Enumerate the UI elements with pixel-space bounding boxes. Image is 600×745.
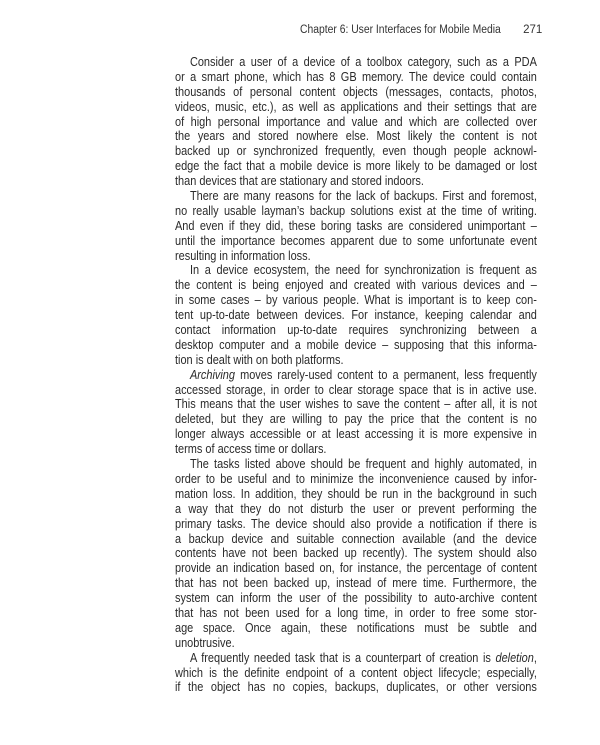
emphasized-term: deletion [495, 649, 534, 665]
text-line: resulting in information loss. [175, 247, 311, 263]
text-line: no really usable layman’s backup solutions exist at the time of writing. [175, 202, 537, 218]
text-line: Consider a user of a device of a toolbox category, such as a PDA [189, 54, 537, 69]
text-line: terms of access time or dollars. [175, 441, 327, 457]
paragraph [175, 457, 537, 651]
text-line: videos, music, etc.), as well as applications and their settings that are [175, 98, 537, 114]
text-line: a backup device and suitable connection available (and the device [175, 530, 537, 546]
text-line: The tasks listed above should be frequent and highly automated, in [189, 456, 537, 472]
paragraph [175, 55, 537, 189]
text-line: in some cases – by various people. What is important is to keep con- [175, 292, 537, 308]
chapter-title: Chapter 6: User Interfaces for Mobile Media [300, 24, 501, 36]
paragraph [175, 368, 537, 457]
text-line: the years and stored nowhere else. Most likely the content is not [175, 128, 537, 144]
text-segment: A frequently needed task that is a counterpart of creation is [189, 649, 496, 665]
text-line: thousands of personal content objects (messages, contacts, photos, [175, 83, 537, 99]
body-text [175, 55, 537, 695]
text-line: than devices that are stationary and stored indoors. [175, 173, 424, 189]
text-line: provide an indication based on, for instance, the percentage of content [175, 560, 537, 576]
text-segment: , [533, 649, 537, 665]
text-line: until the importance becomes apparent due to some unfortunate event [175, 232, 537, 248]
paragraph [175, 651, 537, 696]
text-line: backed up or synchronized frequently, even though people acknowl- [175, 143, 537, 159]
text-line: In a device ecosystem, the need for synchronization is frequent as [189, 262, 537, 278]
text-line: accessed storage, in order to clear storage space that is in active use. [175, 381, 537, 397]
text-line: tent up-to-date between devices. For instance, keeping calendar and [175, 307, 537, 323]
text-line: deleted, but they are willing to pay the price that the content is no [175, 411, 537, 427]
paragraph [175, 189, 537, 263]
text-line [175, 651, 537, 666]
text-line: This means that the user wishes to save the content – after all, it is not [175, 396, 537, 412]
text-line: contents have not been backed up recently). The system should also [175, 545, 537, 561]
text-line [175, 368, 537, 383]
text-line: the content is being enjoyed and created with various devices and – [175, 277, 537, 293]
text-line: edge the fact that a mobile device is more likely to be damaged or lost [175, 158, 537, 174]
text-line: system can inform the user of the possibility to auto-archive content [175, 590, 537, 606]
text-line: desktop computer and a mobile device – supposing that this informa- [175, 336, 537, 352]
text-line: that has not been backed up, instead of mere time. Furthermore, the [175, 575, 537, 591]
text-line: unobtrusive. [175, 634, 235, 650]
text-line: or a smart phone, which has 8 GB memory. The device could contain [175, 68, 537, 84]
text-line: of high personal importance and value and which are collected over [175, 113, 537, 129]
text-line: that has not been used for a long time, in order to free some stor- [175, 604, 537, 620]
text-line: contact information up-to-date requires synchronizing between a [175, 322, 537, 338]
text-line: age space. Once again, these notifications must be subtle and [175, 619, 537, 635]
text-line: longer always accessible or at least accessing it is more expensive in [175, 426, 537, 442]
page-number: 271 [523, 24, 543, 36]
text-line: tion is dealt with on both platforms. [175, 351, 344, 367]
text-line: a way that they do not disturb the user or prevent performing the [175, 500, 537, 516]
text-line: which is the definite endpoint of a content object lifecycle; especially, [175, 664, 537, 680]
text-line: And even if they did, these boring tasks are considered unimportant – [175, 217, 537, 233]
text-line: if the object has no copies, backups, duplicates, or other versions [175, 679, 537, 695]
text-line: order to be useful and to minimize the inconvenience caused by infor- [175, 470, 537, 486]
text-segment: moves rarely-used content to a permanent, less frequently [234, 366, 537, 382]
running-header [300, 24, 543, 36]
text-line: mation loss. In addition, they should be run in the background in such [175, 485, 537, 501]
emphasized-term: Archiving [189, 366, 235, 382]
text-line: There are many reasons for the lack of backups. First and foremost, [189, 188, 537, 204]
paragraph [175, 263, 537, 367]
text-line: primary tasks. The device should also provide a notification if there is [175, 515, 537, 531]
